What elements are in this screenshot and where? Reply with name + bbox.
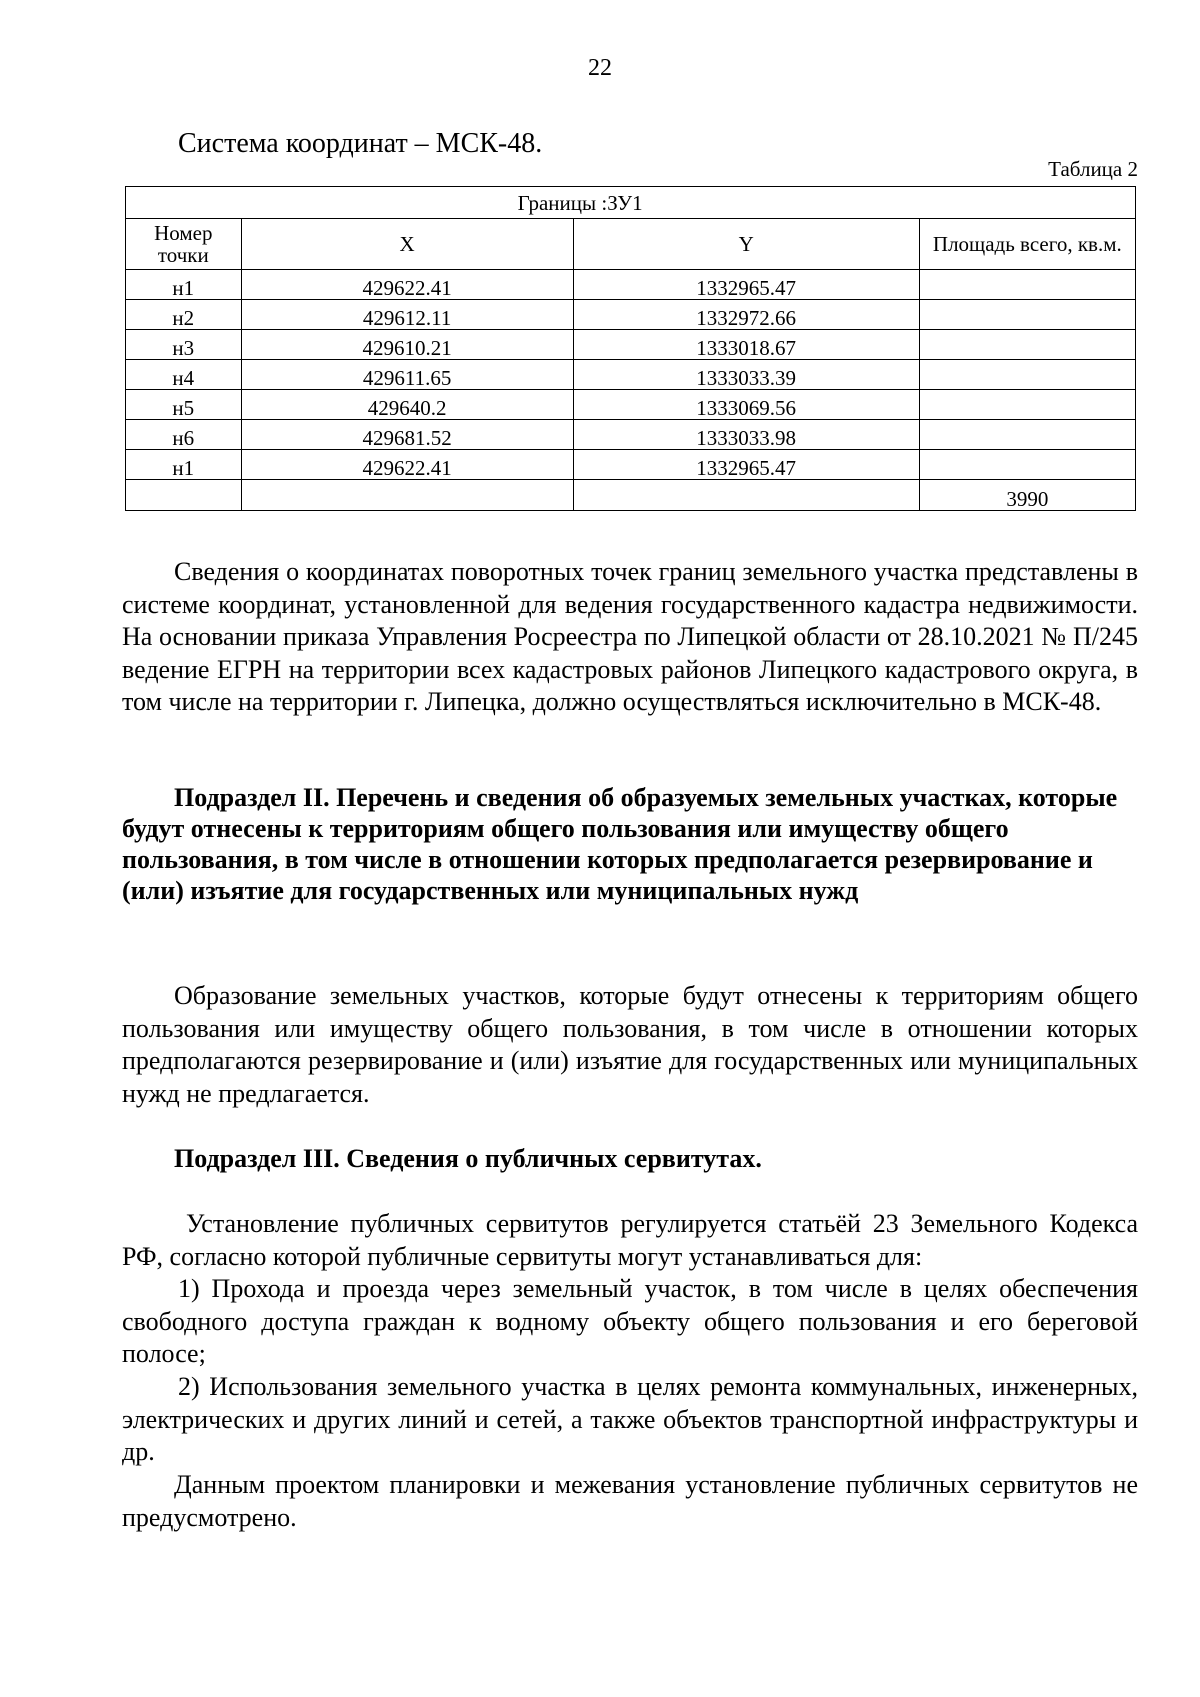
header-area: Площадь всего, кв.м. <box>919 219 1135 270</box>
cell-point-number <box>126 480 242 511</box>
coordinate-system-line: Система координат – МСК-48. <box>178 128 543 159</box>
cell-x <box>241 480 573 511</box>
cell-point-number: н1 <box>126 450 242 480</box>
cell-area <box>919 420 1135 450</box>
cell-y: 1333033.39 <box>573 360 919 390</box>
cell-y: 1332965.47 <box>573 270 919 300</box>
table-row <box>126 270 1136 300</box>
cell-area <box>919 390 1135 420</box>
cell-point-number: н5 <box>126 390 242 420</box>
cell-x: 429611.65 <box>241 360 573 390</box>
table-row <box>126 300 1136 330</box>
table-title-row <box>126 187 1136 219</box>
cell-area <box>919 450 1135 480</box>
table-row <box>126 330 1136 360</box>
cell-x: 429622.41 <box>241 270 573 300</box>
cell-x: 429622.41 <box>241 450 573 480</box>
coordinates-info-paragraph: Сведения о координатах поворотных точек границ земельного участка представлены в системе координат, установленной для ведения государственного кадастра недвижимости. На основании приказа Управления Росреестра по Липецкой области от 28.10.2021 № П/245 ведение ЕГРН на территории всех кадастровых районов Липецкого кадастрового округа, в том числе на территории г. Липецка, должно осуществляться исключительно в МСК-48. <box>122 557 1138 716</box>
cell-area <box>919 300 1135 330</box>
list-item-1: 1) Прохода и проезда через земельный участок, в том числе в целях обеспечения свободного доступа граждан к водному объекту общего пользования и его береговой полосе; <box>122 1274 1138 1368</box>
cell-x: 429610.21 <box>241 330 573 360</box>
cell-point-number: н6 <box>126 420 242 450</box>
cell-area <box>919 270 1135 300</box>
header-point-number: Номер точки <box>126 219 242 270</box>
table-total-row <box>126 480 1136 511</box>
cell-area <box>919 330 1135 360</box>
table-title: Границы :ЗУ1 <box>241 187 919 219</box>
conclusion-paragraph: Данным проектом планировки и межевания установление публичных сервитутов не предусмотрено. <box>122 1470 1138 1532</box>
cell-y: 1332972.66 <box>573 300 919 330</box>
header-y: Y <box>573 219 919 270</box>
cell-y: 1333033.98 <box>573 420 919 450</box>
table-caption: Таблица 2 <box>1048 157 1138 181</box>
header-x: X <box>241 219 573 270</box>
subsection-2-paragraph: Образование земельных участков, которые будут отнесены к территориям общего пользования или имуществу общего пользования, в том числе в отношении которых предполагаются резервирование и (или) изъятие для государственных или муниципальных нужд не предлагается. <box>122 981 1138 1108</box>
coordinates-table <box>125 186 1136 511</box>
cell-y: 1333018.67 <box>573 330 919 360</box>
subsection-3-intro: Установление публичных сервитутов регулируется статьёй 23 Земельного Кодекса РФ, согласно которой публичные сервитуты могут устанавливаться для: <box>122 1209 1138 1271</box>
list-item-2: 2) Использования земельного участка в целях ремонта коммунальных, инженерных, электрических и других линий и сетей, а также объектов транспортной инфраструктуры и др. <box>122 1372 1138 1466</box>
table-header-row <box>126 219 1136 270</box>
cell-y: 1332965.47 <box>573 450 919 480</box>
cell-x: 429681.52 <box>241 420 573 450</box>
cell-area <box>919 360 1135 390</box>
cell-y: 1333069.56 <box>573 390 919 420</box>
table-row <box>126 450 1136 480</box>
table-row <box>126 360 1136 390</box>
subsection-2-heading: Подраздел II. Перечень и сведения об образуемых земельных участках, которые будут отнесены к территориям общего пользования или имуществу общего пользования, в том числе в отношении которых предполагается резервирование и (или) изъятие для государственных или муниципальных нужд <box>122 783 1118 905</box>
cell-point-number: н3 <box>126 330 242 360</box>
cell-point-number: н2 <box>126 300 242 330</box>
table-row <box>126 390 1136 420</box>
cell-x: 429612.11 <box>241 300 573 330</box>
cell-y <box>573 480 919 511</box>
subsection-3-heading: Подраздел III. Сведения о публичных сервитутах. <box>174 1144 762 1173</box>
table-row <box>126 420 1136 450</box>
cell-total-area: 3990 <box>919 480 1135 511</box>
cell-x: 429640.2 <box>241 390 573 420</box>
page-number: 22 <box>588 55 612 81</box>
cell-point-number: н1 <box>126 270 242 300</box>
cell-point-number: н4 <box>126 360 242 390</box>
